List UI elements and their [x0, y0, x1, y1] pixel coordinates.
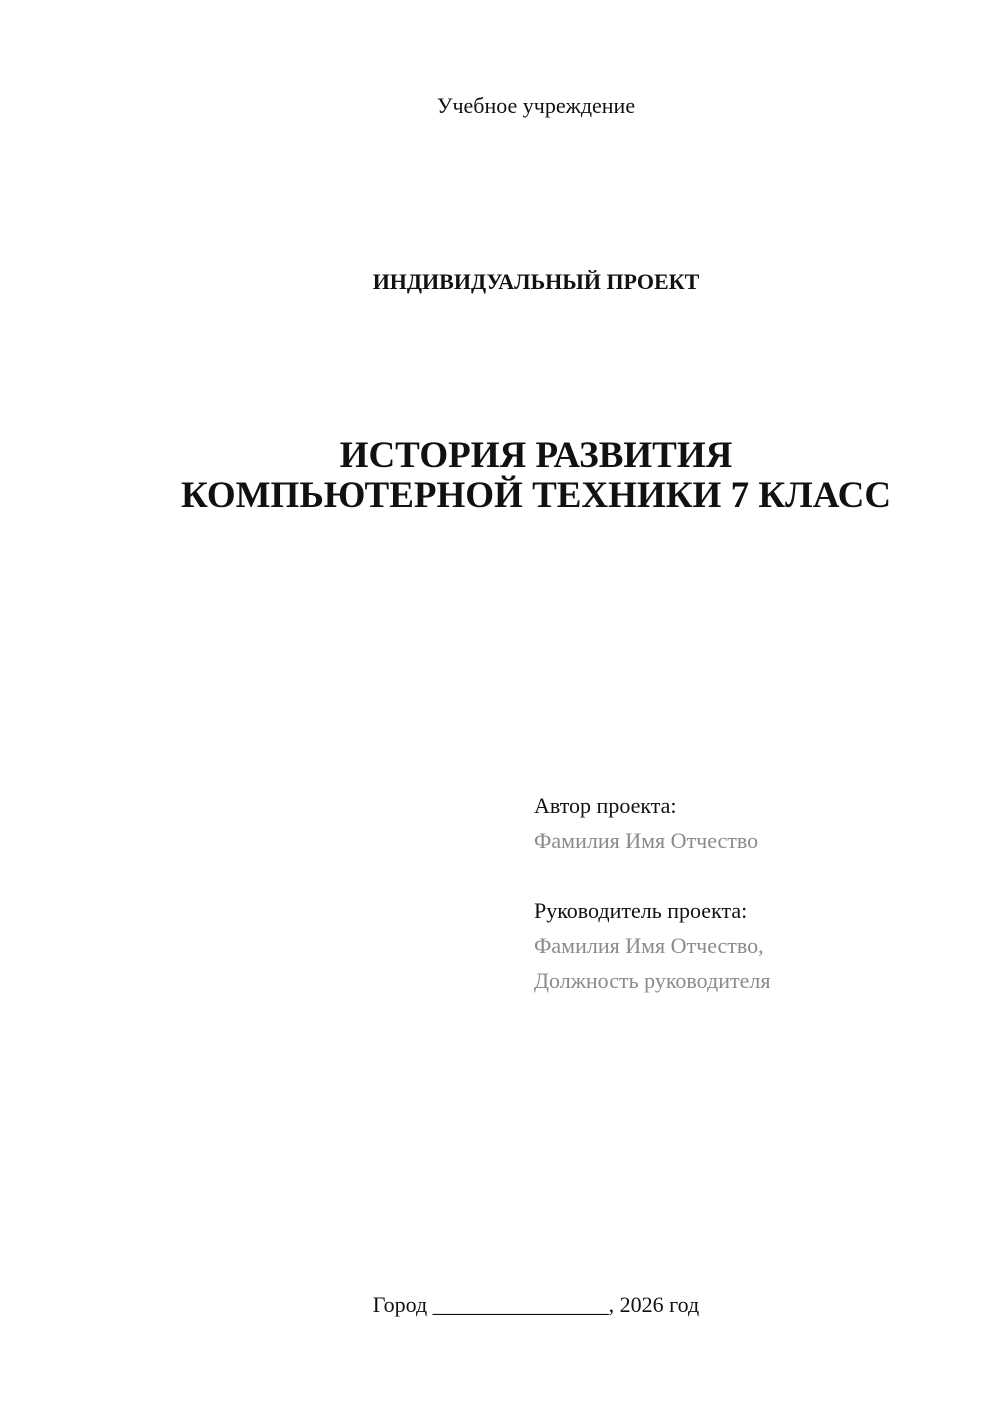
- year-text: , 2026 год: [608, 1292, 700, 1317]
- project-title-line-1: ИСТОРИЯ РАЗВИТИЯ: [339, 435, 733, 476]
- project-title: [0, 436, 1000, 516]
- author-label: Автор проекта:: [534, 793, 677, 818]
- institution-name: Учебное учреждение: [436, 93, 636, 118]
- supervisor-label: Руководитель проекта:: [534, 898, 748, 923]
- credits-spacer: [534, 858, 770, 893]
- supervisor-position: Должность руководителя: [534, 968, 771, 993]
- document-type: ИНДИВИДУАЛЬНЫЙ ПРОЕКТ: [372, 269, 700, 294]
- project-title-line-2: КОМПЬЮТЕРНОЙ ТЕХНИКИ 7 КЛАСС: [180, 475, 892, 516]
- city-year-line: [0, 1291, 1000, 1319]
- supervisor-name: Фамилия Имя Отчество,: [534, 933, 764, 958]
- city-blank: ________________: [432, 1292, 609, 1317]
- author-name: Фамилия Имя Отчество: [534, 828, 759, 853]
- credits-block: [534, 788, 770, 998]
- city-label: Город: [372, 1292, 428, 1317]
